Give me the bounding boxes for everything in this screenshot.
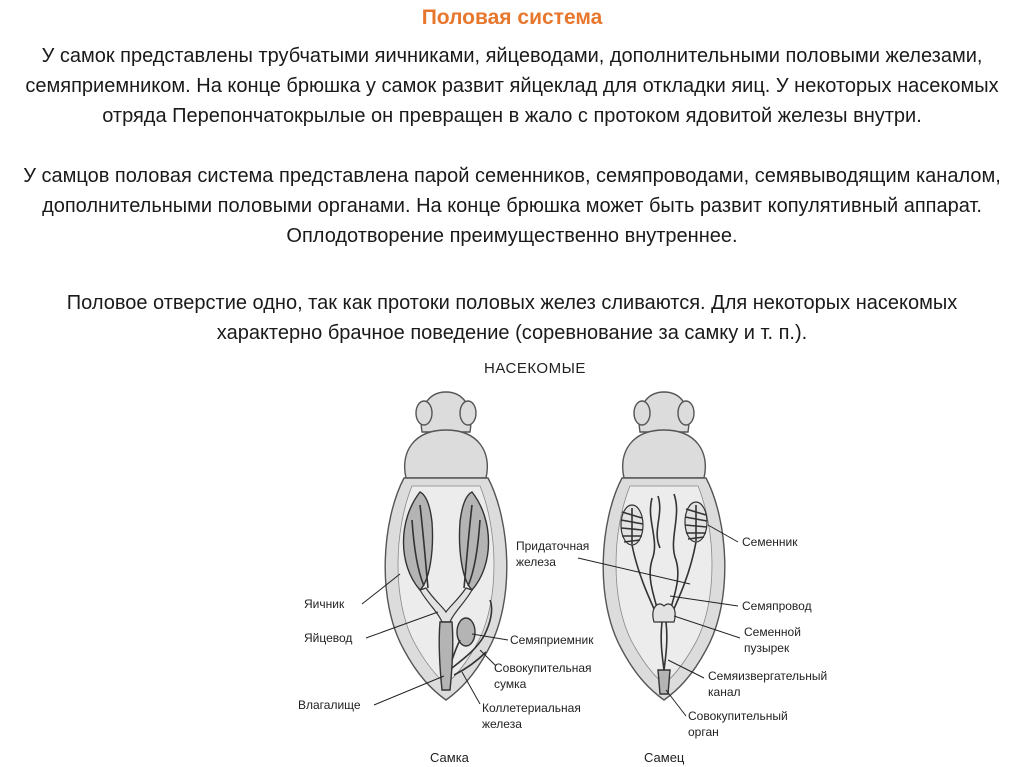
female-thorax — [405, 430, 488, 478]
caption-female: Самка — [430, 750, 469, 765]
male-testis-left — [621, 505, 643, 545]
female-eye-right — [460, 401, 476, 425]
label-copulatory-organ-2: орган — [688, 725, 719, 739]
slide-title: Половая система — [421, 6, 603, 29]
male-eye-right — [678, 401, 694, 425]
male-copulatory-organ — [658, 670, 670, 694]
label-oviduct: Яйцевод — [304, 631, 353, 645]
label-spermatheca: Семяприемник — [510, 633, 594, 647]
label-vas-deferens: Семяпровод — [742, 599, 812, 613]
label-ovary: Яичник — [304, 597, 345, 611]
label-accessory-gland-1: Придаточная — [516, 539, 590, 553]
male-eye-left — [634, 401, 650, 425]
label-copulatory-bursa-1: Совокупительная — [494, 661, 592, 675]
label-accessory-gland-2: железа — [516, 555, 556, 569]
label-colleterial-gland-2: железа — [482, 717, 522, 731]
label-copulatory-organ-1: Совокупительный — [688, 709, 788, 723]
diagram-heading: НАСЕКОМЫЕ — [484, 360, 586, 377]
female-system-paragraph: У самок представлены трубчатыми яичниками, яйцеводами, дополнительными половыми железами, семяприемником. На конце брюшка у самок развит яйцеклад для откладки яиц. У некоторых насекомых отряда Перепончатокрылые он превращен в жало с протоком ядовитой железы внутри. — [25, 45, 999, 127]
female-vagina — [439, 622, 453, 690]
female-insect-figure — [298, 392, 594, 765]
label-vagina: Влагалище — [298, 698, 361, 712]
male-testis-right — [685, 502, 707, 542]
label-testis: Семенник — [742, 535, 798, 549]
male-thorax — [623, 430, 706, 478]
female-eye-left — [416, 401, 432, 425]
label-copulatory-bursa-2: сумка — [494, 677, 527, 691]
label-colleterial-gland-1: Коллетериальная — [482, 701, 581, 715]
male-seminal-vesicle — [653, 604, 675, 622]
male-system-paragraph: У самцов половая система представлена парой семенников, семяпроводами, семявыводящим каналом, дополнительными половыми органами. На конце брюшка может быть развит копулятивный аппарат. Оплодотворение преимущественно внутреннее. — [23, 165, 1001, 247]
label-seminal-vesicle-1: Семенной — [744, 625, 801, 639]
label-ejaculatory-duct-1: Семяизвергательный — [708, 669, 828, 683]
general-paragraph: Половое отверстие одно, так как протоки половых желез сливаются. Для некоторых насекомых характерно брачное поведение (соревнование за самку и т. п.). — [66, 292, 958, 344]
label-ejaculatory-duct-2: канал — [708, 685, 741, 699]
caption-male: Самец — [644, 750, 685, 765]
label-seminal-vesicle-2: пузырек — [744, 641, 790, 655]
